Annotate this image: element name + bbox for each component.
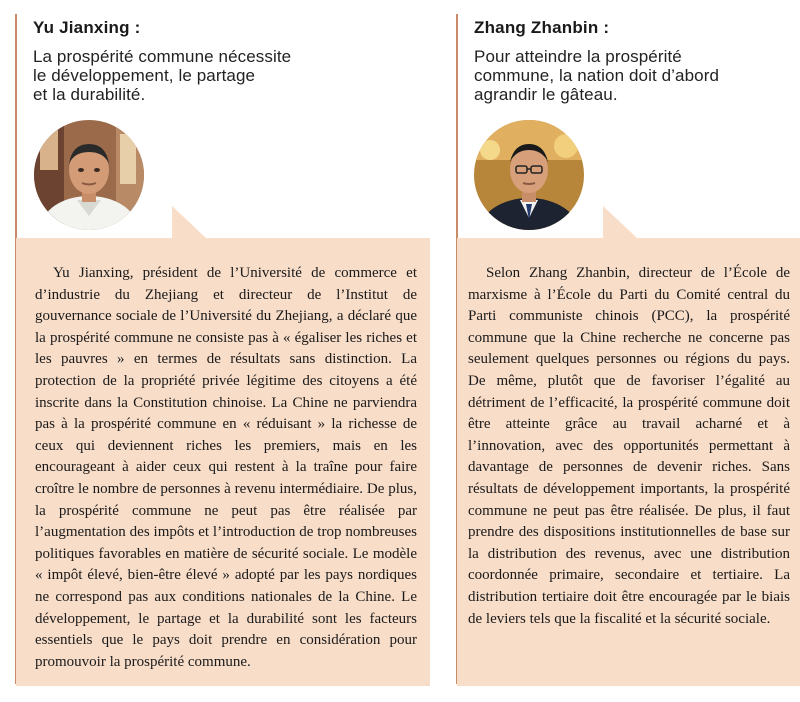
article-box (457, 238, 800, 686)
speaker-name: Yu Jianxing : (33, 18, 141, 37)
pull-quote (33, 47, 323, 104)
article-box (16, 238, 430, 686)
pull-quote-line: agrandir le gâteau. (474, 85, 618, 104)
pull-quote (474, 47, 764, 104)
speaker-name: Zhang Zhanbin : (474, 18, 610, 37)
pull-quote-line: Pour atteindre la prospérité (474, 47, 682, 66)
article-body: Yu Jianxing, président de l’Université de commerce et d’industrie du Zhejiang et directeur de l’Institut de gouvernance sociale de l’Université du Zhejiang, a déclaré que la prospérité commune ne consiste pas à « égaliser les riches et les pauvres » en termes de résultats sans distinction. La protection de la propriété privée légitime des citoyens a été inscrite dans la Constitution chinoise. La Chine ne parviendra pas à la prospérité commune en « réduisant » la richesse de ceux qui deviennent riches les premiers, mais en les encourageant à aider ceux qui restent à la traîne pour faire croître le nombre de personnes à revenu intermédiaire. De plus, la prospérité commune ne peut pas être réalisée par l’augmentation des impôts et l’introduction de trop nombreuses politiques favorables en matière de sécurité sociale. Le modèle « impôt élevé, bien-être élevé » adopté par les pays nordiques ne correspond pas aux conditions nationales de la Chine. Le développement, le partage et la durabilité sont les facteurs essentiels que le pays doit prendre en considération pour promouvoir la prospérité commune. (35, 265, 417, 670)
avatar-photo (474, 120, 584, 230)
pull-quote-line: commune, la nation doit d’abord (474, 66, 720, 85)
portrait-illustration (474, 120, 584, 230)
pull-quote-line: et la durabilité. (33, 85, 146, 104)
speech-bubble-tail (172, 206, 206, 238)
article-body: Selon Zhang Zhanbin, directeur de l’École de marxisme à l’École du Parti du Comité central du Parti communiste chinois (PCC), la prospérité commune que la Chine recherche ne concerne pas seulement quelques personnes ou régions du pays. De même, plutôt que de favoriser l’égalité au détriment de l’efficacité, la prospérité commune doit être atteinte grâce au travail acharné et à l’innovation, avec des opportunités permettant à davantage de personnes de devenir riches. Sans résultats de développement importants, la prospérité commune ne peut pas être réalisée. De plus, il faut prendre des dispositions institutionnelles de base sur la distribution des revenus, avec une distribution coordonnée primaire, secondaire et tertiaire. La distribution tertiaire doit être encouragée par le biais de leviers tels que la fiscalité et la sécurité sociale. (468, 265, 790, 627)
portrait-illustration (34, 120, 144, 230)
speech-bubble-tail (603, 206, 637, 238)
avatar-photo (34, 120, 144, 230)
pull-quote-line: La prospérité commune nécessite (33, 47, 292, 66)
pull-quote-line: le développement, le partage (33, 66, 256, 85)
